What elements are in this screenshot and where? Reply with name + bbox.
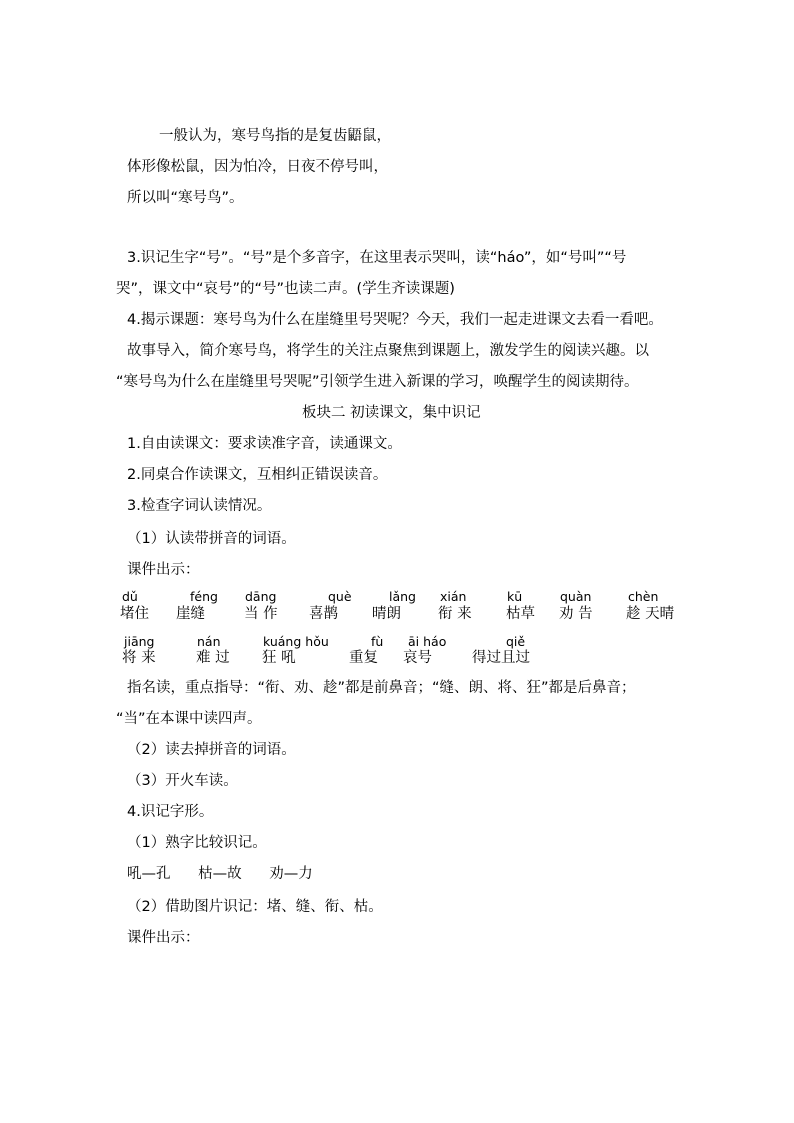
paragraph-4: 4.揭示课题：寒号鸟为什么在崖缝里号哭呢？今天，我们一起走进课文去看一看吧。 (127, 312, 663, 328)
step-3-3: （3）开火车读。 (127, 773, 238, 789)
pinyin: lǎng (389, 589, 416, 604)
pinyin: kū (507, 589, 523, 604)
vocab-word: 晴朗 (372, 606, 401, 622)
pinyin: qiě (506, 634, 526, 649)
pinyin: jiāng (124, 634, 155, 649)
vocab-word: 难 过 (196, 650, 230, 666)
step-1: 1.自由读课文：要求读准字音，读通课文。 (127, 436, 402, 452)
vocab-word: 将 来 (122, 650, 156, 666)
vocab-word: 喜鹊 (309, 606, 338, 622)
section-heading: 板块二 初读课文，集中识记 (302, 405, 481, 421)
pinyin: xián (440, 589, 467, 604)
pinyin: dǔ (122, 589, 138, 604)
step-3-1: （1）认读带拼音的词语。 (127, 531, 296, 547)
poem-line-3: 所以叫“寒号鸟”。 (127, 190, 244, 206)
step-4-1: （1）熟字比较识记。 (127, 835, 267, 851)
poem-line-2: 体形像松鼠，因为怕冷，日夜不停号叫， (127, 159, 388, 175)
summary-line-1: 故事导入，简介寒号鸟，将学生的关注点聚焦到课题上，激发学生的阅读兴趣。以 (127, 343, 649, 359)
vocab-word: 堵住 (120, 606, 149, 622)
guide-line-1: 指名读，重点指导：“衔、劝、趁”都是前鼻音；“缝、朗、将、狂”都是后鼻音； (127, 680, 636, 696)
step-3: 3.检查字词认读情况。 (127, 498, 272, 514)
pinyin: quàn (560, 589, 592, 604)
vocab-word: 当 作 (244, 606, 278, 622)
vocab-word: 狂 吼 (262, 650, 296, 666)
pinyin: féng (190, 589, 218, 604)
vocab-word: 劝 告 (559, 606, 593, 622)
paragraph-3-line-1: 3.识记生字“号”。“号”是个多音字，在这里表示哭叫，读“háo”，如“号叫”“号 (127, 250, 627, 266)
vocab-word: 枯草 (506, 606, 535, 622)
step-4: 4.识记字形。 (127, 804, 214, 820)
step-2: 2.同桌合作读课文，互相纠正错误读音。 (127, 467, 388, 483)
vocab-word: 衔 来 (438, 606, 472, 622)
paragraph-3-line-2: 哭”，课文中“哀号”的“号”也读二声。(学生齐读课题) (116, 281, 455, 297)
vocab-word: 重复 (349, 650, 378, 666)
pinyin: āi háo (408, 634, 447, 649)
pinyin: nán (197, 634, 221, 649)
courseware-label-2: 课件出示： (127, 930, 200, 946)
vocab-word: 得过且过 (472, 650, 530, 666)
vocab-word: 崖缝 (176, 606, 205, 622)
poem-line-1: 一般认为，寒号鸟指的是复齿鼯鼠， (159, 128, 391, 144)
pinyin: què (328, 589, 352, 604)
vocab-word: 哀号 (403, 650, 432, 666)
pinyin: chèn (628, 589, 659, 604)
pinyin: fù (371, 634, 384, 649)
character-compare: 吼—孔 枯—故 劝—力 (127, 866, 313, 882)
pinyin: dāng (245, 589, 277, 604)
pinyin: kuáng hǒu (263, 634, 329, 649)
summary-line-2: “寒号鸟为什么在崖缝里号哭呢”引领学生进入新课的学习，唤醒学生的阅读期待。 (116, 374, 639, 390)
vocab-word: 趁 天晴 (626, 606, 675, 622)
step-4-2: （2）借助图片识记：堵、缝、衔、枯。 (127, 899, 383, 915)
guide-line-2: “当”在本课中读四声。 (116, 711, 262, 727)
step-3-2: （2）读去掉拼音的词语。 (127, 742, 296, 758)
courseware-label-1: 课件出示： (127, 562, 200, 578)
